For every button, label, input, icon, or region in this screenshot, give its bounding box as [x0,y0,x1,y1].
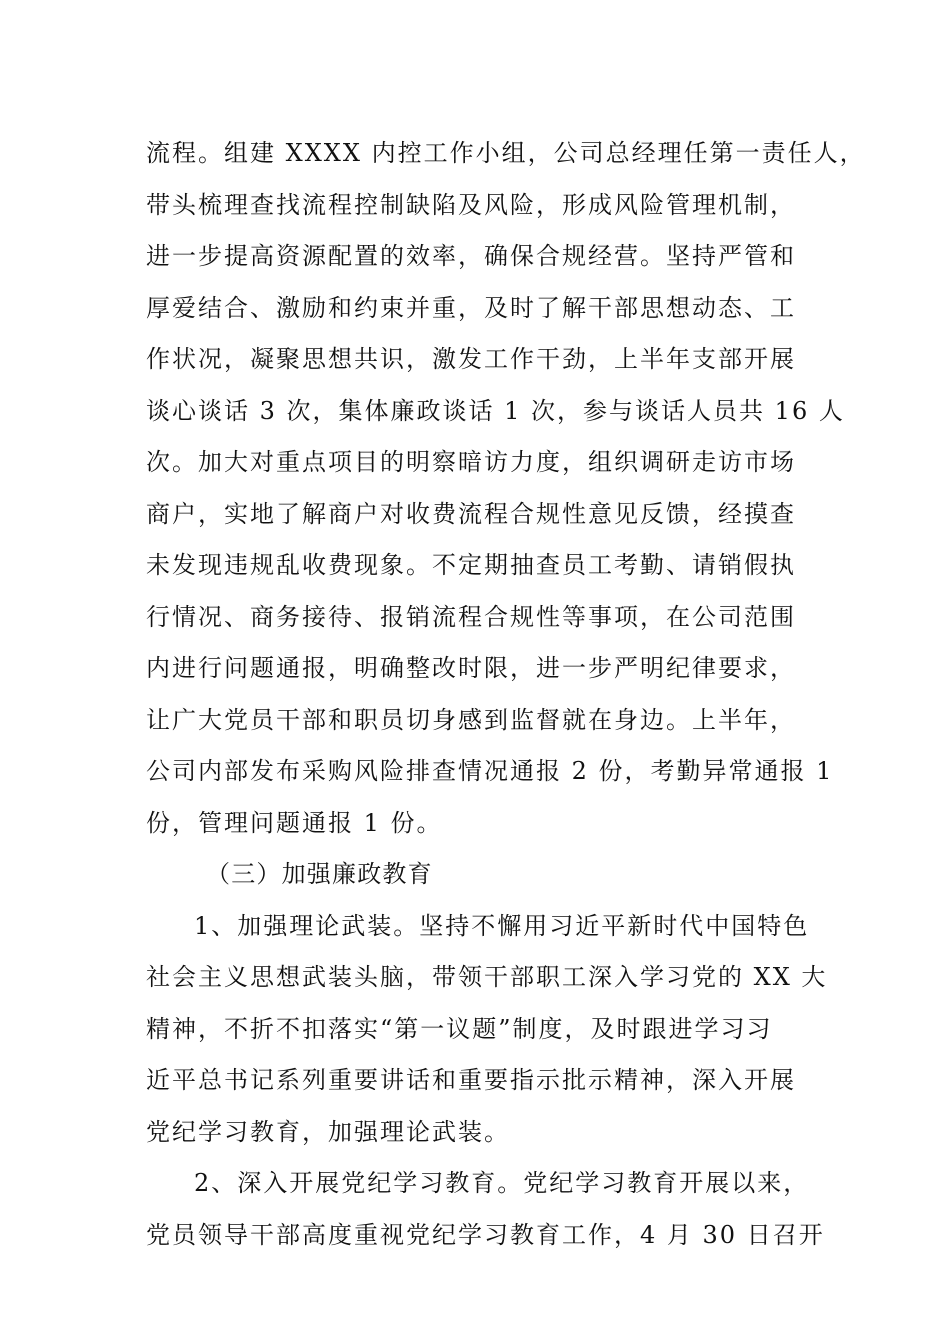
text-line: 商户，实地了解商户对收费流程合规性意见反馈，经摸查 [146,499,796,528]
text-line: 带头梳理查找流程控制缺陷及风险，形成风险管理机制， [146,190,796,219]
text-line: 未发现违规乱收费现象。不定期抽查员工考勤、请销假执 [146,551,796,579]
text-line: 精神，不折不扣落实“第一议题”制度，及时跟进学习习 [146,1014,773,1043]
paragraph-first-line: 2、深入开展党纪学习教育。党纪学习教育开展以来， [194,1169,810,1197]
text-line: 流程。组建 XXXX 内控工作小组，公司总经理任第一责任人， [146,139,866,167]
text-line: 进一步提高资源配置的效率，确保合规经营。坚持严管和 [146,242,796,270]
text-line: 份，管理问题通报 1 份。 [146,808,443,837]
paragraph-first-line: 1、加强理论武装。坚持不懈用习近平新时代中国特色 [194,911,810,940]
text-line: 作状况，凝聚思想共识，激发工作干劲，上半年支部开展 [146,345,796,373]
text-line: 社会主义思想武装头脑，带领干部职工深入学习党的 XX 大 [146,963,828,991]
section-heading: （三）加强廉政教育 [206,860,433,888]
text-line: 次。加大对重点项目的明察暗访力度，组织调研走访市场 [146,448,796,476]
text-line: 内进行问题通报，明确整改时限，进一步严明纪律要求， [146,654,796,682]
document-body [146,128,866,1261]
text-line: 公司内部发布采购风险排查情况通报 2 份，考勤异常通报 1 [146,757,834,785]
text-line: 谈心谈话 3 次，集体廉政谈话 1 次，参与谈话人员共 16 人 [146,396,845,425]
text-line: 近平总书记系列重要讲话和重要指示批示精神，深入开展 [146,1066,796,1094]
text-line: 行情况、商务接待、报销流程合规性等事项，在公司范围 [146,602,796,631]
text-line: 厚爱结合、激励和约束并重，及时了解干部思想动态、工 [146,293,796,322]
text-line: 党员领导干部高度重视党纪学习教育工作，4 月 30 日召开 [146,1220,825,1249]
text-line: 党纪学习教育，加强理论武装。 [146,1117,510,1146]
text-line: 让广大党员干部和职员切身感到监督就在身边。上半年， [146,705,796,734]
